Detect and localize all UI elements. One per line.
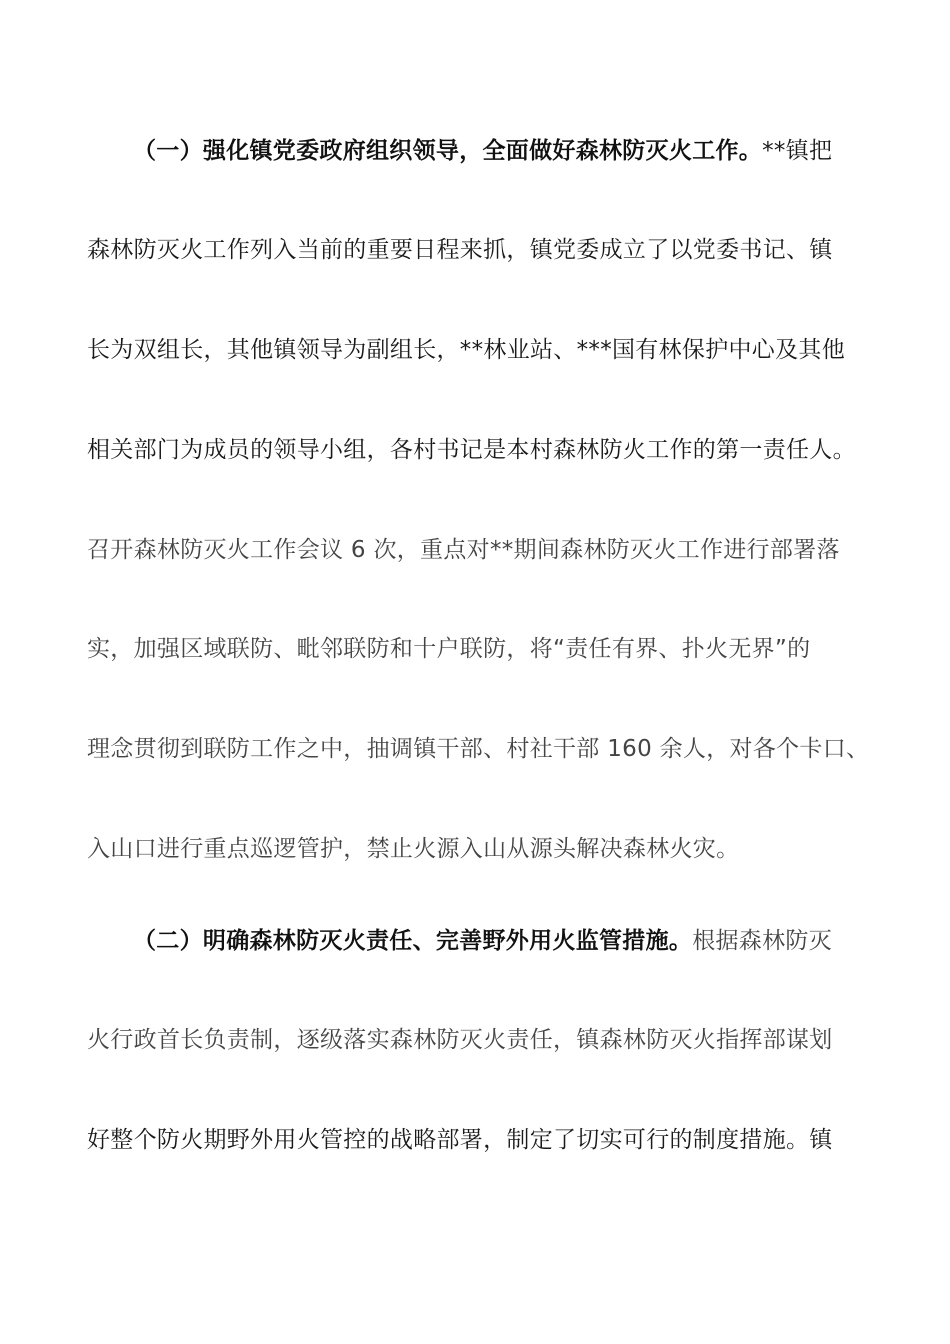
para2-line-3: 好整个防火期野外用火管控的战略部署，制定了切实可行的制度措施。镇 [87, 1127, 833, 1153]
para2-line-2: 火行政首长负责制，逐级落实森林防灭火责任，镇森林防灭火指挥部谋划 [87, 1027, 833, 1053]
para2-heading: （二）明确森林防灭火责任、完善野外用火监管措施。 [133, 928, 693, 954]
para1-line-7: 理念贯彻到联防工作之中，抽调镇干部、村社干部 160 余人，对各个卡口、 [87, 736, 870, 762]
para1-line-3: 长为双组长，其他镇领导为副组长，**林业站、***国有林保护中心及其他 [87, 337, 845, 363]
para2-line-1-tail: 根据森林防灭 [692, 928, 833, 954]
para1-line-1-tail: **镇把 [762, 138, 833, 164]
para1-line-6: 实，加强区域联防、毗邻联防和十户联防，将“责任有界、扑火无界”的 [87, 636, 811, 662]
para1-line-8: 入山口进行重点巡逻管护，禁止火源入山从源头解决森林火灾。 [87, 836, 740, 862]
para1-line-5: 召开森林防灭火工作会议 6 次，重点对**期间森林防灭火工作进行部署落 [87, 537, 840, 563]
para1-line-2: 森林防灭火工作列入当前的重要日程来抓，镇党委成立了以党委书记、镇 [87, 237, 833, 263]
para1-heading: （一）强化镇党委政府组织领导，全面做好森林防灭火工作。 [133, 138, 763, 164]
para1-line-1 [133, 135, 873, 167]
para2-line-1 [133, 925, 873, 957]
para1-line-4: 相关部门为成员的领导小组，各村书记是本村森林防火工作的第一责任人。 [87, 437, 856, 463]
